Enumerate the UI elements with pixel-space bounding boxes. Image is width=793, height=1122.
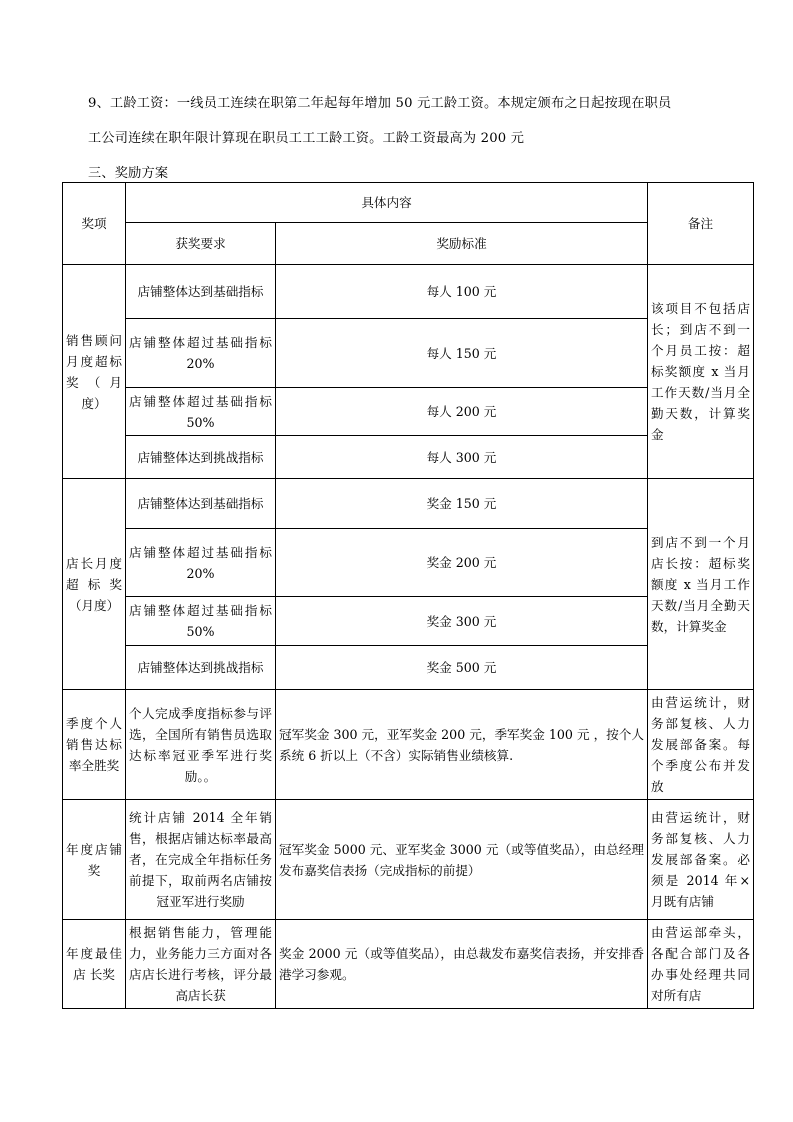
- header-content-group: 具体内容: [126, 183, 648, 223]
- standard-cell: 奖金 300 元: [276, 597, 648, 646]
- requirement-cell: 统计店铺 2014 全年销售，根据店铺达标率最高者，在完成全年指标任务前提下，取前两名店铺按冠亚军进行奖励: [126, 800, 276, 920]
- award-label-store-manager: 店长月度超标奖（月度）: [63, 479, 126, 690]
- table-row: [63, 265, 754, 319]
- remark-cell-annual-best-manager: 由营运部牵头，各配合部门及各办事处经理共同对所有店: [648, 920, 754, 1009]
- remark-cell-annual-store: 由营运统计，财务部复核、人力发展部备案。必须是 2014 年×月既有店铺: [648, 800, 754, 920]
- remark-cell-quarterly-personal: 由营运统计，财务部复核、人力发展部备案。每个季度公布并发放: [648, 690, 754, 800]
- table-row: [63, 920, 754, 1009]
- standard-cell: 冠军奖金 5000 元、亚军奖金 3000 元（或等值奖品），由总经理发布嘉奖信表扬（完成指标的前提）: [276, 800, 648, 920]
- requirement-cell: 店铺整体超过基础指标 20%: [126, 319, 276, 388]
- standard-cell: 奖金 2000 元（或等值奖品），由总裁发布嘉奖信表扬，并安排香港学习参观。: [276, 920, 648, 1009]
- requirement-cell: 个人完成季度指标参与评选，全国所有销售员选取达标率冠亚季军进行奖励。。: [126, 690, 276, 800]
- standard-cell: 奖金 500 元: [276, 646, 648, 690]
- header-requirement: 获奖要求: [126, 223, 276, 265]
- requirement-cell: 店铺整体超过基础指标 50%: [126, 388, 276, 436]
- header-standard: 奖励标准: [276, 223, 648, 265]
- award-label-sales-consultant: 销售顾问月度超标奖（月度）: [63, 265, 126, 479]
- remark-cell-sales-consultant: 该项目不包括店长；到店不到一个月员工按：超标奖额度 x 当月工作天数/当月全勤天数，计算奖金: [648, 265, 754, 479]
- requirement-cell: 店铺整体超过基础指标 20%: [126, 529, 276, 597]
- requirement-cell: 店铺整体达到挑战指标: [126, 646, 276, 690]
- intro-block: [62, 86, 753, 191]
- paragraph-item-9: [62, 86, 753, 121]
- table-header-row-1: [63, 183, 754, 223]
- requirement-cell: 根据销售能力，管理能力，业务能力三方面对各店店长进行考核，评分最高店长获: [126, 920, 276, 1009]
- table-row: [63, 479, 754, 529]
- section-heading-3-label: 三、奖励方案: [88, 166, 169, 181]
- remark-cell-store-manager: 到店不到一个月店长按：超标奖额度 x 当月工作天数/当月全勤天数，计算奖金: [648, 479, 754, 690]
- standard-cell: 奖金 150 元: [276, 479, 648, 529]
- table-row: [63, 800, 754, 920]
- paragraph-item-9-cont: [62, 121, 753, 156]
- award-label-annual-best-manager: 年度最佳 店 长奖: [63, 920, 126, 1009]
- award-label-quarterly-personal: 季度个人销售达标率全胜奖: [63, 690, 126, 800]
- standard-cell: 每人 200 元: [276, 388, 648, 436]
- requirement-cell: 店铺整体达到基础指标: [126, 265, 276, 319]
- requirement-cell: 店铺整体达到挑战指标: [126, 436, 276, 479]
- header-award: 奖项: [63, 183, 126, 265]
- standard-cell: 奖金 200 元: [276, 529, 648, 597]
- reward-plan-table: [62, 182, 754, 1009]
- header-remark: 备注: [648, 183, 754, 265]
- standard-cell: 每人 150 元: [276, 319, 648, 388]
- paragraph-item-9-line-2: 工公司连续在职年限计算现在职员工工工龄工资。工龄工资最高为 200 元: [88, 131, 525, 146]
- award-label-annual-store: 年度店铺奖: [63, 800, 126, 920]
- standard-cell: 冠军奖金 300 元，亚军奖金 200 元，季军奖金 100 元 ，按个人系统 6 折以上（不含）实际销售业绩核算.: [276, 690, 648, 800]
- requirement-cell: 店铺整体超过基础指标 50%: [126, 597, 276, 646]
- standard-cell: 每人 100 元: [276, 265, 648, 319]
- paragraph-item-9-line-1: 9、工龄工资：一线员工连续在职第二年起每年增加 50 元工龄工资。本规定颁布之日起按现在职员: [88, 96, 672, 111]
- standard-cell: 每人 300 元: [276, 436, 648, 479]
- table-row: [63, 690, 754, 800]
- requirement-cell: 店铺整体达到基础指标: [126, 479, 276, 529]
